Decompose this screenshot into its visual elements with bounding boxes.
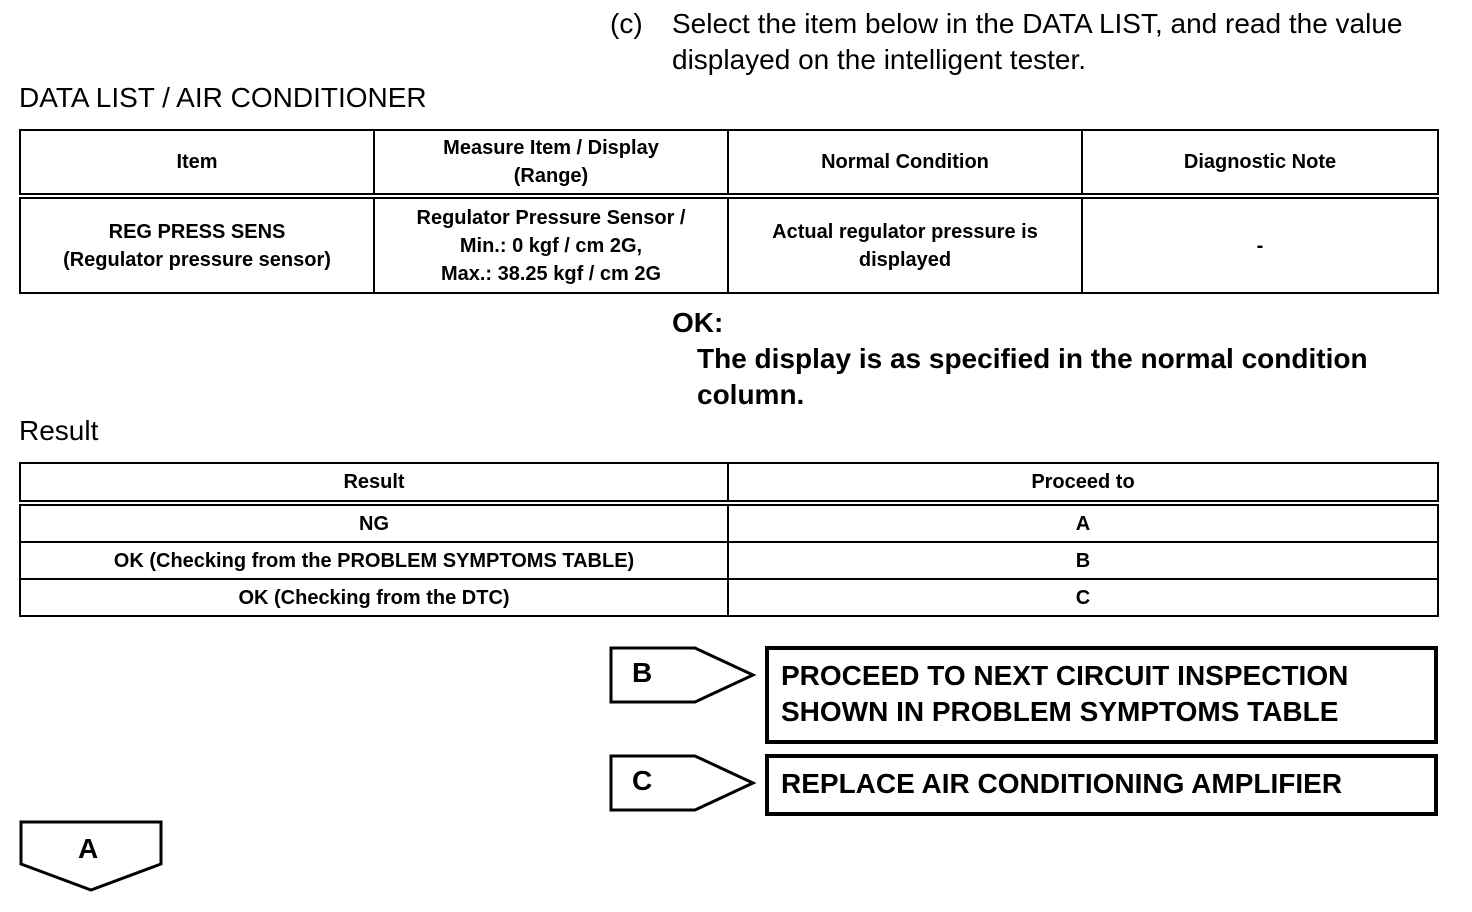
measure-line2: Min.: 0 kgf / cm 2G, xyxy=(459,234,643,257)
data-list-table xyxy=(19,129,1439,294)
result-cell: OK (Checking from the DTC) xyxy=(20,579,728,616)
flow-b-action-line1: PROCEED TO NEXT CIRCUIT INSPECTION xyxy=(781,660,1349,691)
cell-diagnostic-note: - xyxy=(1082,196,1438,293)
proceed-cell: A xyxy=(728,503,1438,542)
result-cell: NG xyxy=(20,503,728,542)
header-proceed-to: Proceed to xyxy=(728,463,1438,503)
flow-c-action-box xyxy=(765,754,1438,816)
proceed-cell: C xyxy=(728,579,1438,616)
table-row xyxy=(20,503,1438,542)
measure-line1: Regulator Pressure Sensor / xyxy=(416,206,686,229)
item-name: REG PRESS SENS xyxy=(108,220,286,243)
ok-label: OK: xyxy=(672,307,724,338)
cell-normal-condition xyxy=(728,196,1082,293)
flow-b-action-box xyxy=(765,646,1438,744)
result-table xyxy=(19,462,1439,617)
cell-item xyxy=(20,196,374,293)
table-row xyxy=(20,196,1438,293)
normal-line1: Actual regulator pressure is xyxy=(772,220,1038,243)
data-list-header-row xyxy=(20,130,1438,196)
header-item: Item xyxy=(20,130,374,196)
header-diagnostic-note: Diagnostic Note xyxy=(1082,130,1438,196)
normal-line2: displayed xyxy=(858,248,952,271)
flow-c-action-text: REPLACE AIR CONDITIONING AMPLIFIER xyxy=(781,768,1343,799)
flow-b-letter: B xyxy=(632,657,653,688)
ok-description: The display is as specified in the normal condition column. xyxy=(697,343,1368,410)
flow-a-letter: A xyxy=(78,833,99,864)
step-marker: (c) xyxy=(610,8,643,39)
header-measure-line2: (Range) xyxy=(513,165,589,187)
flow-b-action-line2: SHOWN IN PROBLEM SYMPTOMS TABLE xyxy=(781,696,1339,727)
header-result: Result xyxy=(20,463,728,503)
proceed-cell: B xyxy=(728,542,1438,579)
step-instruction: Select the item below in the DATA LIST, and read the value displayed on the intelligent tester. xyxy=(672,8,1403,75)
table-row xyxy=(20,579,1438,616)
cell-measure-item xyxy=(374,196,728,293)
table-row xyxy=(20,542,1438,579)
item-description: (Regulator pressure sensor) xyxy=(63,248,331,271)
header-normal-condition: Normal Condition xyxy=(728,130,1082,196)
measure-line3: Max.: 38.25 kgf / cm 2G xyxy=(440,262,662,285)
result-header-row xyxy=(20,463,1438,503)
data-list-heading: DATA LIST / AIR CONDITIONER xyxy=(19,82,427,113)
header-measure-line1: Measure Item / Display xyxy=(443,137,659,159)
header-measure-item xyxy=(374,130,728,196)
flow-c-letter: C xyxy=(632,765,653,796)
result-heading: Result xyxy=(19,415,99,446)
result-cell: OK (Checking from the PROBLEM SYMPTOMS TABLE) xyxy=(20,542,728,579)
